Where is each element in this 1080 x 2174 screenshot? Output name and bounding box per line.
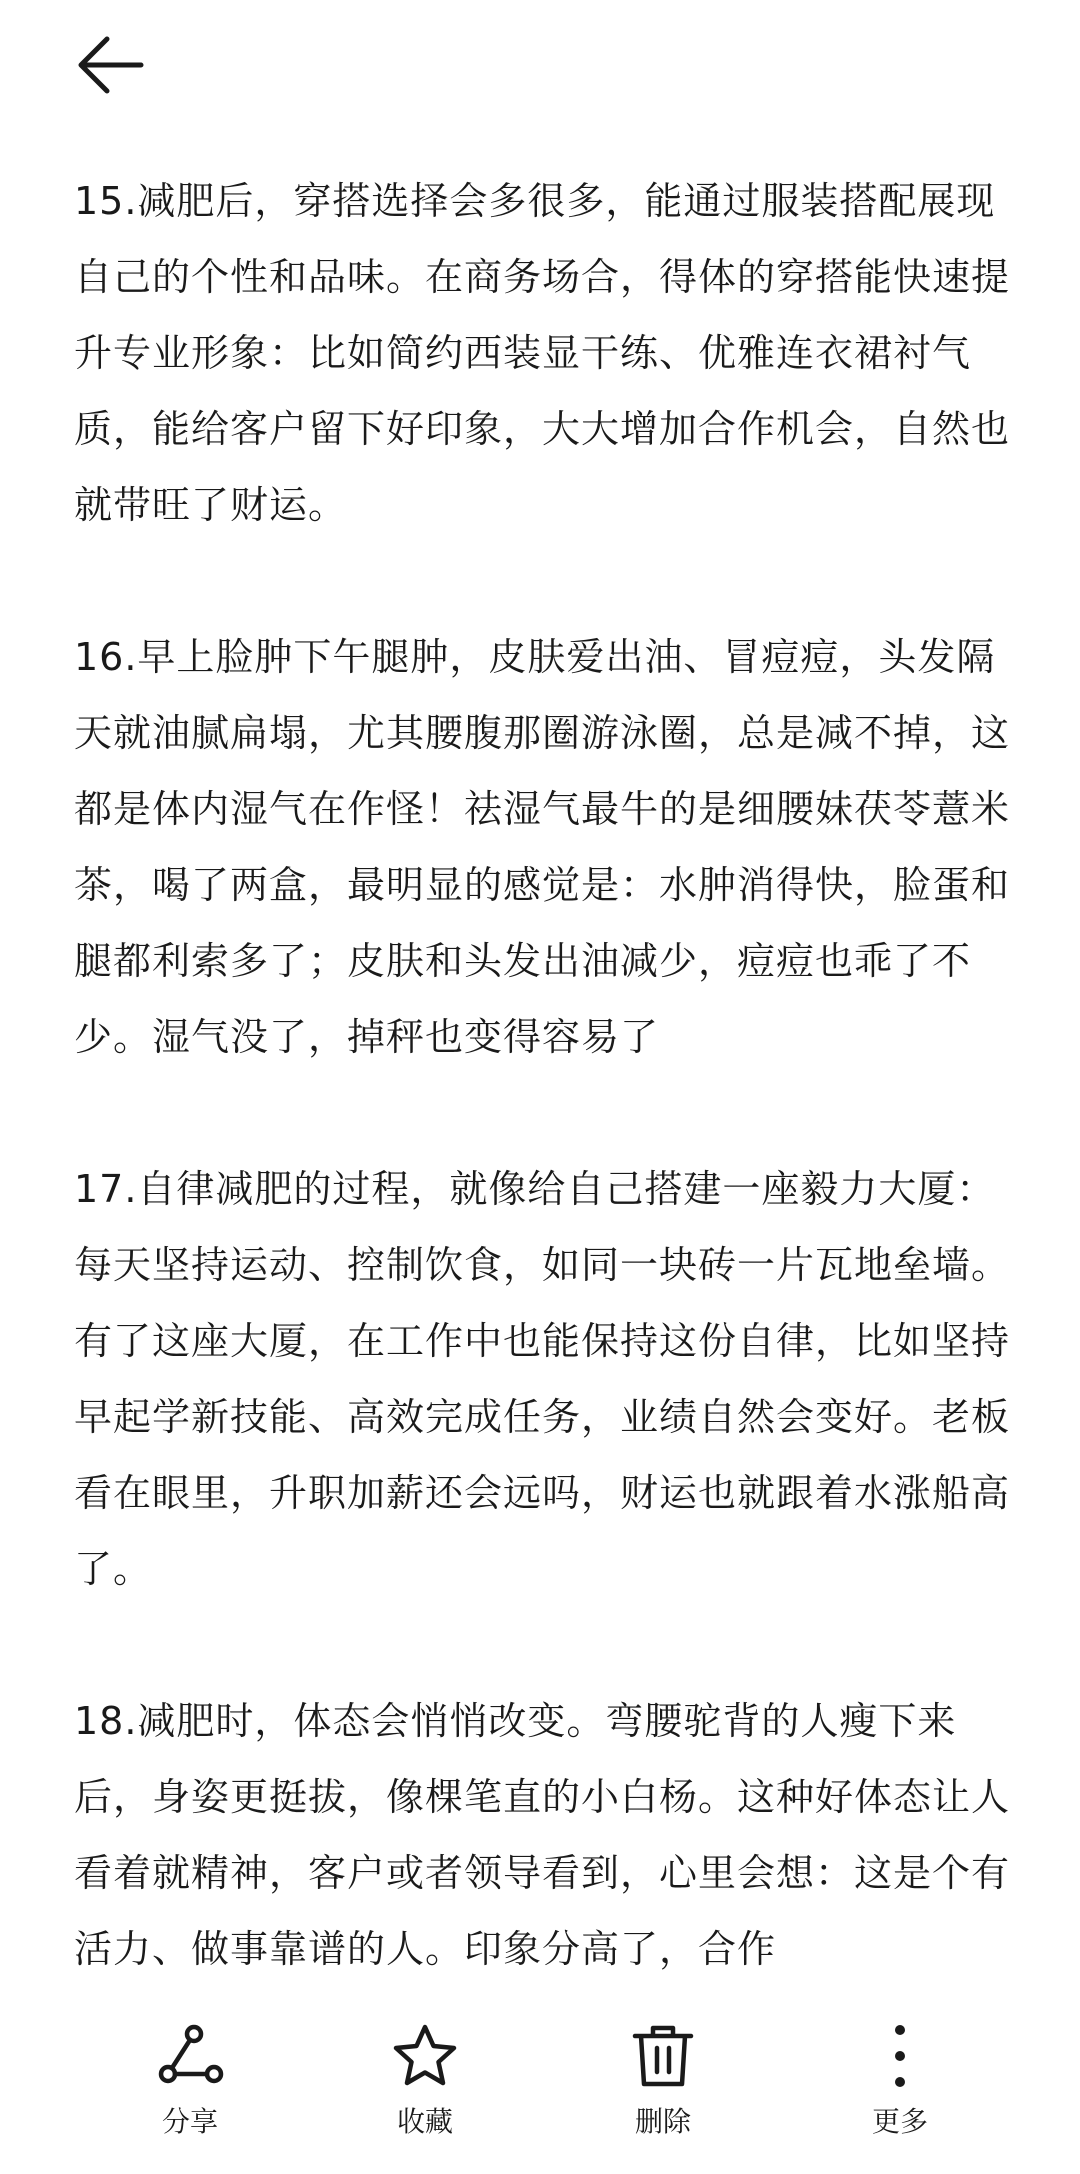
more-vertical-icon: [864, 2020, 936, 2092]
star-icon: [389, 2020, 461, 2092]
more-button[interactable]: [800, 2020, 1000, 2160]
delete-button[interactable]: [563, 2020, 763, 2160]
paragraph-15: 15.减肥后，穿搭选择会多很多，能通过服装搭配展现自己的个性和品味。在商务场合，得体的穿搭能快速提升专业形象：比如简约西装显干练、优雅连衣裙衬气质，能给客户留下好印象，大大增加合作机会，自然也就带旺了财运。: [74, 179, 1011, 527]
favorite-button[interactable]: [325, 2020, 525, 2160]
arrow-left-icon: [75, 35, 145, 95]
note-content: [74, 163, 1014, 2000]
share-label: 分享: [161, 2105, 218, 2138]
delete-label: 删除: [634, 2105, 691, 2138]
share-button[interactable]: [90, 2020, 290, 2160]
back-button[interactable]: [70, 30, 150, 100]
top-bar: [0, 0, 1080, 130]
paragraph-16: 16.早上脸肿下午腿肿，皮肤爱出油、冒痘痘，头发隔天就油腻扁塌，尤其腰腹那圈游泳圈，总是减不掉，这都是体内湿气在作怪！祛湿气最牛的是细腰妹茯苓薏米茶，喝了两盒，最明显的感觉是：水肿消得快，脸蛋和腿都利索多了；皮肤和头发出油减少，痘痘也乖了不少。湿气没了，掉秤也变得容易了: [74, 635, 1011, 1059]
more-label: 更多: [871, 2105, 928, 2138]
paragraph-17: 17.自律减肥的过程，就像给自己搭建一座毅力大厦：每天坚持运动、控制饮食，如同一块砖一片瓦地垒墙。有了这座大厦，在工作中也能保持这份自律，比如坚持早起学新技能、高效完成任务，业绩自然会变好。老板看在眼里，升职加薪还会远吗，财运也就跟着水涨船高了。: [74, 1167, 1011, 1591]
favorite-label: 收藏: [396, 2105, 453, 2138]
share-icon: [154, 2020, 226, 2092]
paragraph-18: 18.减肥时，体态会悄悄改变。弯腰驼背的人瘦下来后，身姿更挺拔，像棵笔直的小白杨。这种好体态让人看着就精神，客户或者领导看到，心里会想：这是个有活力、做事靠谱的人。印象分高了，合作: [74, 1699, 1011, 1971]
bottom-action-bar: [0, 2000, 1080, 2174]
trash-icon: [627, 2020, 699, 2092]
